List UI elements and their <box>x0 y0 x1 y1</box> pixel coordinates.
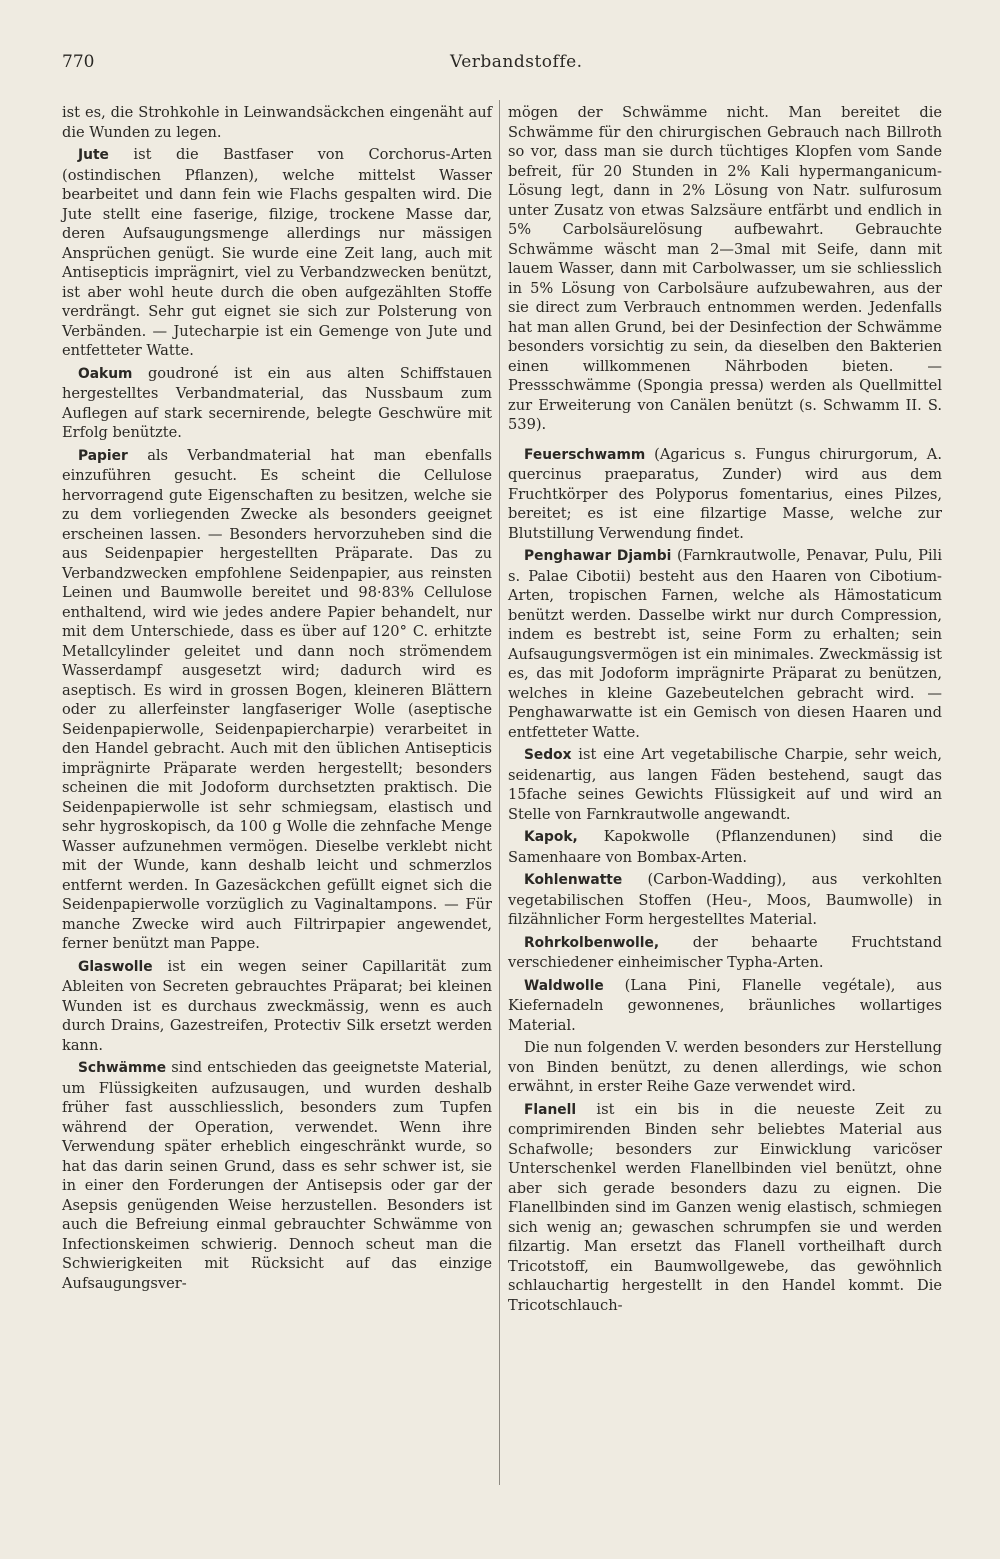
paragraph-text: (Carbon-Wadding), aus verkohlten vegetabilischen Stoffen (Heu-, Moos, Baumwolle) in filzähnlicher Form hergestelltes Material. <box>508 871 942 928</box>
paragraph-text: mögen der Schwämme nicht. Man bereitet die Schwämme für den chirurgischen Gebrauch nach Billroth so vor, dass man sie durch tüchtiges Klopfen vom Sande befreit, für 20 Stunden in 2% Kali hypermanganicum-Lösung legt, dann in 2% Lösung von Natr. sulfurosum unter Zusatz von etwas Salzsäure entfärbt und endlich in 5% Carbolsäurelösung aufbewahrt. Gebrauchte Schwämme wäscht man 2—3mal mit Seife, dann mit lauem Wasser, dann mit Carbolwasser, um sie schliesslich in 5% Lösung von Carbolsäure aufzubewahren, aus der sie direct zum Verbrauch entnommen werden. Jedenfalls hat man allen Grund, bei der Desinfection der Schwämme besonders vorsichtig zu sein, da dieselben den Bakterien einen willkommenen Nährboden bieten. — Pressschwämme (Spongia pressa) werden als Quellmittel zur Erweiterung von Canälen benützt (s. Schwamm II. S. 539). <box>508 104 942 433</box>
paragraph <box>508 827 942 867</box>
paragraph <box>508 445 942 544</box>
entry-term: Kohlenwatte <box>524 872 623 888</box>
paragraph-text: goudroné ist ein aus alten Schiffstauen hergestelltes Verbandmaterial, das Nussbaum zum Auflegen auf stark secernirende, belegte Geschwüre mit Erfolg benützte. <box>62 364 492 441</box>
paragraph <box>508 546 942 742</box>
entry-term: Flanell <box>524 1101 577 1118</box>
page-header <box>62 52 932 80</box>
paragraph <box>508 870 942 930</box>
entry-term: Feuerschwamm <box>524 446 646 463</box>
paragraph-text: der behaarte Fruchtstand verschiedener einheimischer Typha-Arten. <box>508 933 942 971</box>
paragraph <box>62 145 492 361</box>
paragraph <box>62 446 492 954</box>
paragraph-text: ist ein wegen seiner Capillarität zum Ableiten von Secreten gebrauchtes Präparat; bei kleinen Wunden ist es durchaus zweckmässig, wenn es auch durch Drains, Gazestreifen, Protectiv Silk ersetzt werden kann. <box>62 957 492 1054</box>
page-number: 770 <box>62 52 95 72</box>
paragraph <box>508 1038 942 1097</box>
paragraph <box>62 103 492 142</box>
entry-term: Glaswolle <box>78 958 153 975</box>
paragraph-text: sind entschieden das geeignetste Material, um Flüssigkeiten aufzusaugen, und wurden deshalb früher fast ausschliesslich, besonders zum Tupfen während der Operation, verwendet. Wenn ihre Verwendung später erheblich eingeschränkt wurde, so hat das darin seinen Grund, dass es sehr schwer ist, sie in einer den Forderungen der Antisepsis oder gar der Asepsis genügenden Weise herzustellen. Besonders ist auch die Befreiung einmal gebrauchter Schwämme von Infectionskeimen schwierig. Dennoch scheut man die Schwierigkeiten mit Rücksicht auf das einzige Aufsaugungsver- <box>62 1059 492 1292</box>
paragraph-text: (Agaricus s. Fungus chirurgorum, A. quercinus praeparatus, Zunder) wird aus dem Fruchtkörper des Polyporus fomentarius, eines Pilzes, bereitet; es ist eine filzartige Masse, welche zur Blutstillung Verwendung findet. <box>508 445 942 542</box>
paragraph-text: als Verbandmaterial hat man ebenfalls einzuführen gesucht. Es scheint die Cellulose hervorragend gute Eigenschaften zu besitzen, welche sie zu dem vorliegenden Zwecke als besonders geeignet erscheinen lassen. — Besonders hervorzuheben sind die aus Seidenpapier hergestellten Präparate. Das zu Verbandzwecken empfohlene Seidenpapier, aus reinsten Leinen und Baumwolle bereitet und 98·83% Cellulose enthaltend, wird wie jedes andere Papier behandelt, nur mit dem Unterschiede, dass es über auf 120° C. erhitzte Metallcylinder geleitet und dann noch strömendem Wasserdampf ausgesetzt wird; dadurch wird es aseptisch. Es wird in grossen Bogen, kleineren Blättern oder zu allerfeinster langfaseriger Wolle (aseptische Seidenpapierwolle, Seidenpapiercharpie) verarbeitet in den Handel gebracht. Auch mit den üblichen Antisepticis imprägnirte Präparate werden hergestellt; besonders scheinen die mit Jodoform durchsetzten praktisch. Die Seidenpapierwolle ist sehr schmiegsam, elastisch und sehr hygroskopisch, da 100 g Wolle die zehnfache Menge Wasser aufzunehmen vermögen. Dieselbe verklebt nicht mit der Wunde, kann deshalb leicht und schmerzlos entfernt werden. In Gazesäckchen gefüllt eignet sich die Seidenpapierwolle vorzüglich zu Vaginaltampons. — Für manche Zwecke wird auch Filtrirpapier angewendet, ferner benützt man Pappe. <box>62 446 492 952</box>
paragraph-text: (Farnkrautwolle, Penavar, Pulu, Pili s. Palae Cibotii) besteht aus den Haaren von Cibotium-Arten, tropischen Farnen, welche als Hämostaticum benützt werden. Dasselbe wirkt nur durch Compression, indem es bestrebt ist, seine Form zu erhalten; sein Aufsaugungsvermögen ist ein minimales. Zweckmässig ist es, das mit Jodoform imprägnirte Präparat zu benützen, welches in kleine Gazebeutelchen gebracht wird. — Penghawarwatte ist ein Gemisch von diesen Haaren und entfetteter Watte. <box>508 547 943 741</box>
paragraph-text: ist eine Art vegetabilische Charpie, sehr weich, seidenartig, aus langen Fäden bestehend, saugt das 15fache seines Gewichts Flüssigkeit auf und wird an Stelle von Farnkrautwolle angewandt. <box>508 746 942 823</box>
paragraph <box>508 1100 942 1316</box>
paragraph <box>508 933 942 973</box>
entry-term: Oakum <box>78 365 133 382</box>
paragraph-text: Kapokwolle (Pflanzendunen) sind die Samenhaare von Bombax-Arten. <box>508 828 942 866</box>
entry-term: Papier <box>78 447 128 464</box>
running-title: Verbandstoffe. <box>450 52 583 72</box>
entry-term: Jute <box>78 147 109 163</box>
paragraph <box>62 1058 492 1293</box>
paragraph <box>508 103 942 435</box>
left-column <box>62 103 492 1296</box>
entry-term: Kapok, <box>524 829 578 845</box>
paragraph <box>62 957 492 1056</box>
paragraph-text: ist ein bis in die neueste Zeit zu comprimirenden Binden sehr beliebtes Material aus Schafwolle; besonders zur Einwicklung varicöser Unterschenkel werden Flanellbinden viel benützt, ohne aber sich gerade besonders dazu zu eignen. Die Flanellbinden sind im Ganzen wenig elastisch, schmiegen sich wenig an; gewaschen schrumpfen sie und werden filzartig. Man ersetzt das Flanell vortheilhaft durch Tricotstoff, ein Baumwollgewebe, das gewöhnlich schlauchartig hergestellt in den Handel kommt. Die Tricotschlauch- <box>508 1100 942 1314</box>
entry-term: Penghawar Djambi <box>524 548 672 564</box>
entry-term: Sedox <box>524 747 572 763</box>
paragraph-text: ist es, die Strohkohle in Leinwandsäckchen eingenäht auf die Wunden zu legen. <box>62 104 492 141</box>
paragraph <box>508 745 942 824</box>
paragraph <box>62 364 492 443</box>
paragraph-text: ist die Bastfaser von Corchorus-Arten (ostindischen Pflanzen), welche mittelst Wasser bearbeitet und dann fein wie Flachs gespalten wird. Die Jute stellt eine faserige, filzige, trockene Masse dar, deren Aufsaugungsmenge allerdings nur mässigen Ansprüchen genügt. Sie wurde eine Zeit lang, auch mit Antisepticis imprägnirt, viel zu Verbandzwecken benützt, ist aber wohl heute durch die oben aufgezählten Stoffe verdrängt. Sehr gut eignet sie sich zur Polsterung von Verbänden. — Jutecharpie ist ein Gemenge von Jute und entfetteter Watte. <box>62 146 492 359</box>
right-column <box>508 103 942 1318</box>
entry-term: Rohrkolbenwolle, <box>524 934 660 951</box>
entry-term: Waldwolle <box>524 977 604 994</box>
paragraph-text: Die nun folgenden V. werden besonders zur Herstellung von Binden benützt, zu denen allerdings, wie schon erwähnt, in erster Reihe Gaze verwendet wird. <box>508 1039 942 1095</box>
entry-term: Schwämme <box>78 1060 167 1076</box>
column-divider <box>499 100 500 1485</box>
paragraph-text: (Lana Pini, Flanelle vegétale), aus Kiefernadeln gewonnenes, bräunliches wollartiges Material. <box>508 976 942 1034</box>
paragraph <box>508 976 942 1036</box>
